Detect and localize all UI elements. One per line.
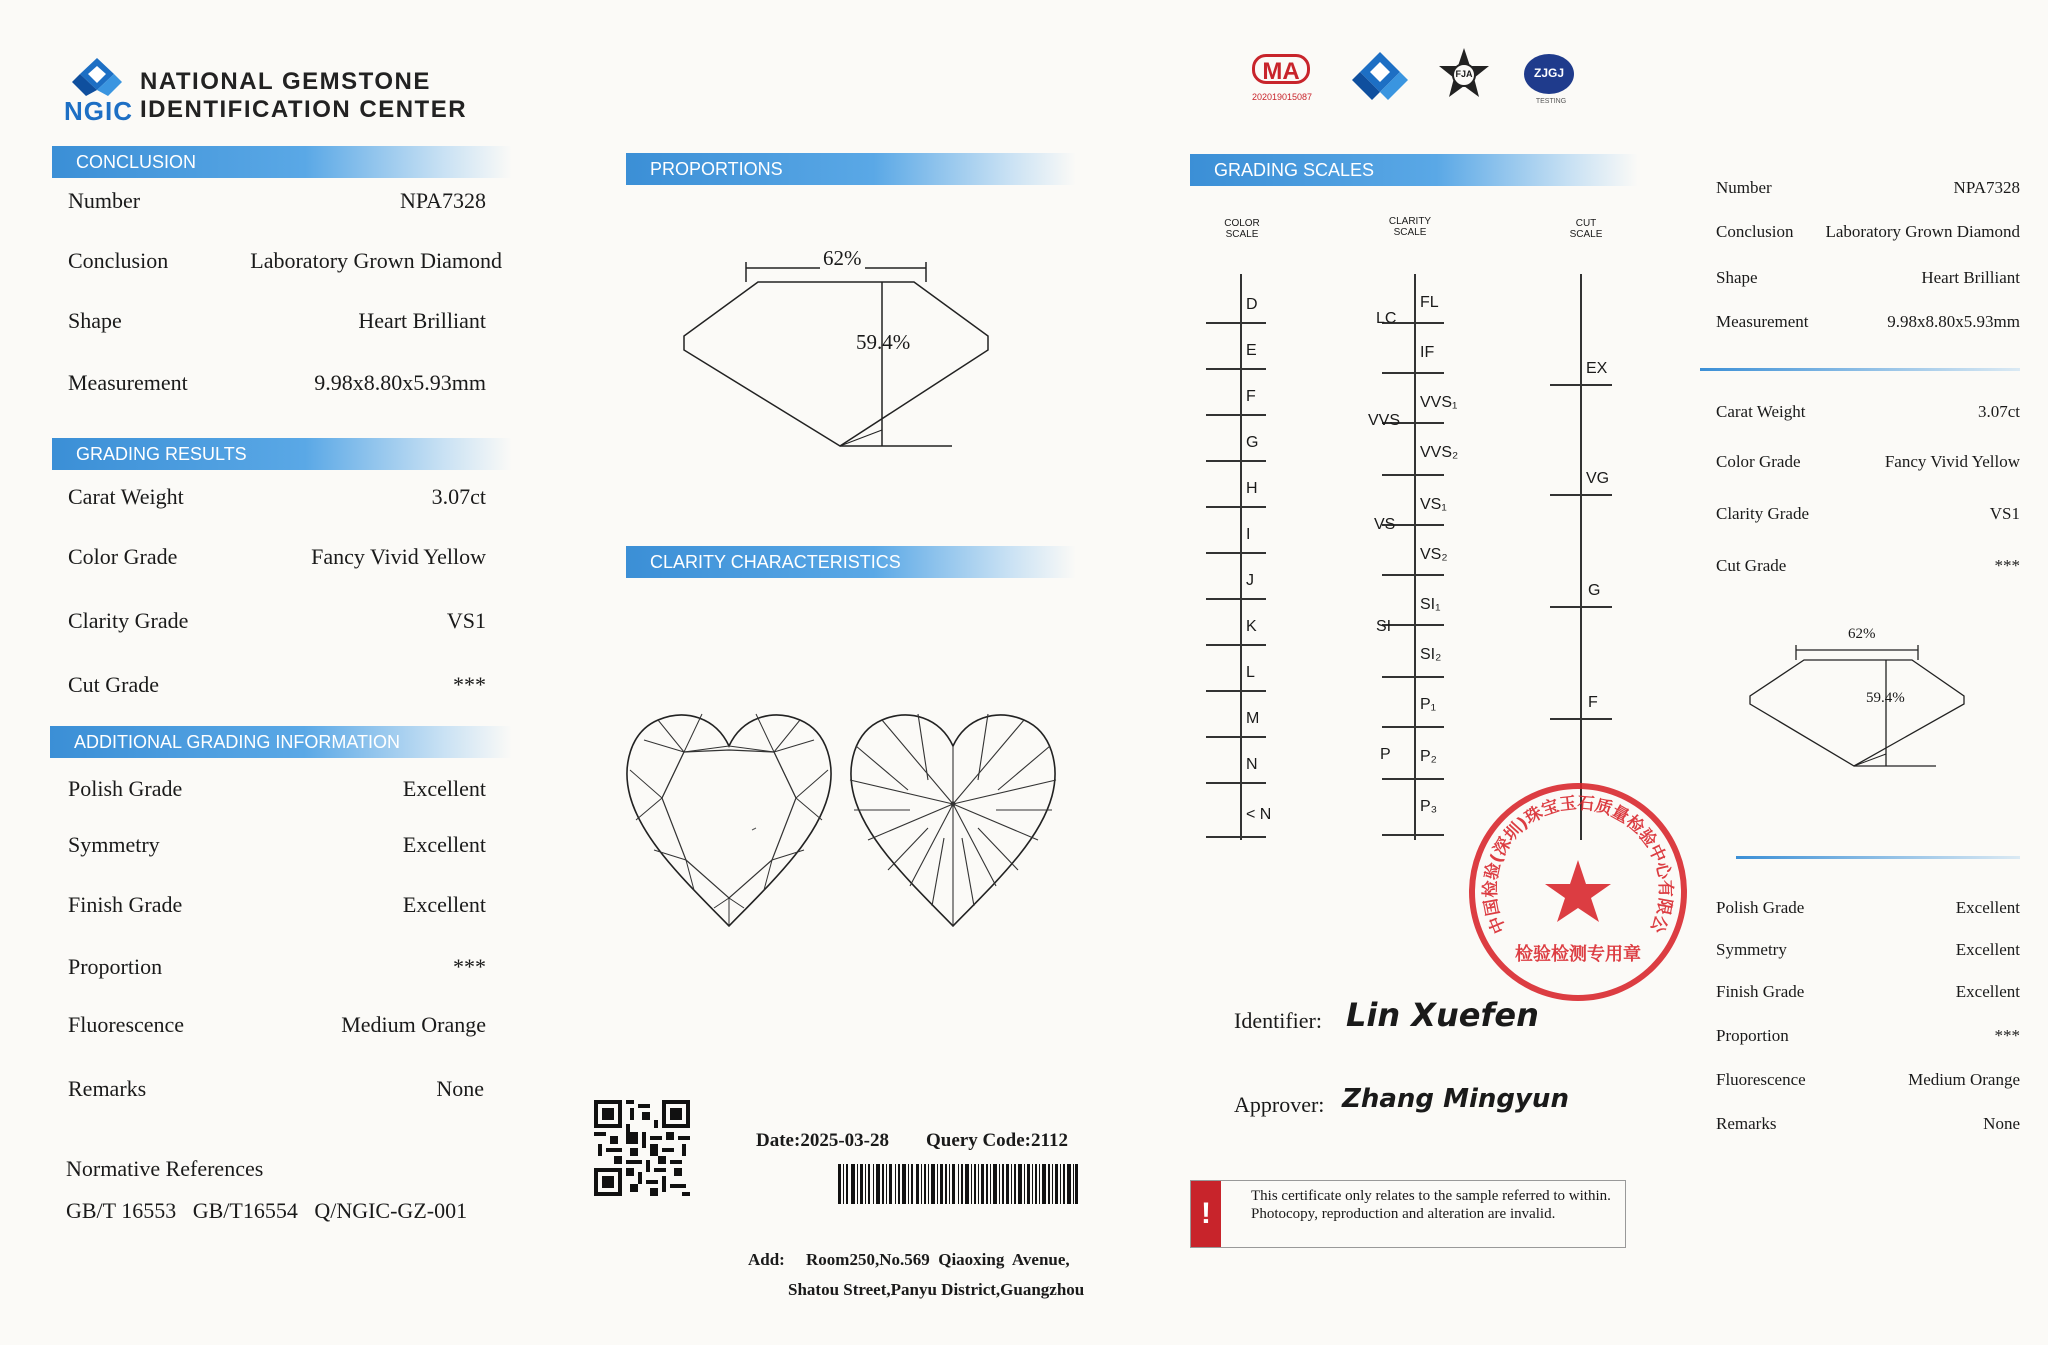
official-seal <box>1466 780 1690 1004</box>
additional-row-proportion <box>68 954 486 990</box>
row-label: Shape <box>1716 268 1758 287</box>
clarity-tick <box>1382 726 1444 728</box>
row-value: Medium Orange <box>1908 1070 2020 1089</box>
ngic-diamond-icon <box>1350 50 1410 106</box>
issue-date <box>756 1130 889 1152</box>
grading-row-cut <box>68 672 486 708</box>
clarity-tick <box>1382 624 1444 626</box>
cma-logo: MA <box>1252 54 1310 84</box>
cut-tick <box>1550 606 1612 608</box>
color-tick <box>1206 598 1266 600</box>
color-grade-label: M <box>1246 710 1260 727</box>
clarity-group-label: VS <box>1374 516 1396 533</box>
row-label: Symmetry <box>68 832 160 857</box>
row-value: 3.07ct <box>1977 402 2020 421</box>
row-label: Shape <box>68 308 122 333</box>
address-line1: Room250,No.569 Qiaoxing Avenue, <box>806 1250 1070 1269</box>
clarity-tick <box>1382 474 1444 476</box>
cut-grade-label: G <box>1588 582 1601 599</box>
color-tick <box>1206 460 1266 462</box>
color-grade-label: K <box>1246 618 1257 635</box>
proportions-header: PROPORTIONS <box>626 153 1076 185</box>
cut-scale-header <box>1556 218 1616 240</box>
color-grade-label: H <box>1246 480 1258 497</box>
cut-scale-header-1: CUT <box>1575 218 1597 229</box>
zjg-logo <box>1524 54 1574 94</box>
clarity-tick <box>1382 778 1444 780</box>
heart-crown-icon <box>624 710 834 928</box>
summary-row-proportion <box>1716 1026 2020 1054</box>
org-name <box>140 68 467 124</box>
row-value: *** <box>453 954 486 979</box>
additional-header: ADDITIONAL GRADING INFORMATION <box>50 726 512 758</box>
summary-row-polish <box>1716 898 2020 926</box>
row-value: None <box>436 1076 484 1101</box>
cma-mark <box>1246 52 1318 108</box>
row-label: Carat Weight <box>1716 402 1806 421</box>
row-value: Excellent <box>1955 940 2020 959</box>
row-label: Color Grade <box>68 544 178 569</box>
summary-table-percent: 62% <box>1848 626 1876 642</box>
row-value: 9.98x8.80x5.93mm <box>314 370 486 395</box>
color-grade-label: G <box>1246 434 1259 451</box>
color-grade-label: J <box>1246 572 1254 589</box>
identifier-signature: Lin Xuefen <box>1346 996 1539 1034</box>
clarity-grade-label: VVS₁ <box>1420 394 1458 411</box>
row-value: Excellent <box>402 776 486 801</box>
row-value: *** <box>1994 1026 2020 1045</box>
row-value: Heart Brilliant <box>1921 268 2020 287</box>
row-label: Fluorescence <box>1716 1070 1806 1089</box>
fja-text: FJA <box>1455 69 1473 79</box>
normative-title: Normative References <box>66 1156 264 1181</box>
summary-row-measurement <box>1716 312 2020 340</box>
row-label: Symmetry <box>1716 940 1787 959</box>
color-tick <box>1206 322 1266 324</box>
svg-text:中国检验(深圳)珠宝玉石质量检验中心有限公司广州分公司 <box>1466 780 1676 937</box>
clarity-grade-label: IF <box>1420 344 1435 361</box>
heart-pavilion-icon <box>848 710 1058 928</box>
cut-tick <box>1550 494 1612 496</box>
clarity-tick <box>1382 834 1444 836</box>
org-name-line2: IDENTIFICATION CENTER <box>140 96 468 123</box>
cut-tick <box>1550 718 1612 720</box>
row-value: Excellent <box>1955 982 2020 1001</box>
color-tick <box>1206 552 1266 554</box>
identifier-label: Identifier: <box>1234 1008 1322 1033</box>
color-grade-label: D <box>1246 296 1258 313</box>
row-label: Clarity Grade <box>1716 504 1809 523</box>
approver-signature: Zhang Mingyun <box>1342 1084 1569 1114</box>
summary-row-symmetry <box>1716 940 2020 968</box>
date-value: 2025-03-28 <box>800 1130 889 1151</box>
additional-row-fluorescence <box>68 1012 486 1048</box>
row-label: Carat Weight <box>68 484 184 509</box>
clarity-plot-pavilion <box>848 710 1058 928</box>
additional-row-polish <box>68 776 486 812</box>
testing-text: TESTING <box>1535 98 1567 105</box>
summary-row-color <box>1716 452 2020 480</box>
color-scale-header <box>1212 218 1272 240</box>
row-label: Remarks <box>68 1076 147 1101</box>
clarity-grade-label: FL <box>1420 294 1439 311</box>
summary-row-cut <box>1716 556 2020 584</box>
color-grade-label: I <box>1246 526 1251 543</box>
clarity-grade-label: VS₁ <box>1420 496 1447 513</box>
row-value: *** <box>1994 556 2020 575</box>
row-value: 3.07ct <box>431 484 486 509</box>
clarity-group-label: VVS <box>1368 412 1401 429</box>
proportion-diagram <box>676 240 996 460</box>
row-label: Proportion <box>68 954 163 979</box>
grading-row-carat <box>68 484 486 520</box>
conclusion-header: CONCLUSION <box>52 146 512 178</box>
conclusion-row-shape <box>68 308 486 344</box>
clarity-plot-crown <box>624 710 834 928</box>
cut-grade-label: EX <box>1586 360 1608 377</box>
clarity-tick <box>1382 372 1444 374</box>
row-value: None <box>1983 1114 2020 1133</box>
qr-code-icon <box>594 1100 690 1196</box>
cut-tick <box>1550 384 1612 386</box>
clarity-characteristics-header: CLARITY CHARACTERISTICS <box>626 546 1076 578</box>
row-label: Color Grade <box>1716 452 1801 471</box>
clarity-grade-label: VVS₂ <box>1420 444 1459 461</box>
row-label: Proportion <box>1716 1026 1789 1045</box>
fja-mark <box>1436 46 1492 102</box>
row-label: Conclusion <box>68 248 169 273</box>
additional-row-remarks <box>68 1076 484 1112</box>
row-label: Clarity Grade <box>68 608 189 633</box>
row-label: Polish Grade <box>68 776 183 801</box>
color-scale-axis <box>1240 274 1242 840</box>
seal-ring-text: 中国检验(深圳)珠宝玉石质量检验中心有限公 <box>1480 793 1676 937</box>
summary-row-carat <box>1716 402 2020 430</box>
color-grade-label: < N <box>1246 806 1272 823</box>
additional-row-finish <box>68 892 486 928</box>
row-value: VS1 <box>1989 504 2020 523</box>
grading-row-color <box>68 544 486 580</box>
row-value: VS1 <box>446 608 486 633</box>
summary-divider-2 <box>1736 856 2020 859</box>
address-line2: Shatou Street,Panyu District,Guangzhou <box>788 1280 1085 1299</box>
date-label: Date: <box>756 1130 801 1151</box>
row-label: Remarks <box>1716 1114 1777 1133</box>
normative-refs: GB/T 16553 GB/T16554 Q/NGIC-GZ-001 <box>66 1198 468 1223</box>
row-value: Laboratory Grown Diamond <box>250 248 502 273</box>
cma-number: 202019015087 <box>1251 92 1313 102</box>
approver-label: Approver: <box>1234 1092 1325 1117</box>
summary-proportion-icon <box>1742 640 1972 780</box>
row-label: Conclusion <box>1716 222 1794 241</box>
clarity-grade-label: VS₂ <box>1420 546 1448 563</box>
cut-scale-axis <box>1580 274 1582 840</box>
query-code <box>926 1130 1068 1152</box>
clarity-tick <box>1382 574 1444 576</box>
query-value: 2112 <box>1031 1130 1068 1151</box>
additional-row-symmetry <box>68 832 486 868</box>
clarity-group-label: SI <box>1376 618 1392 635</box>
row-value: Fancy Vivid Yellow <box>1884 452 2020 471</box>
disclaimer-text: This certificate only relates to the sample referred to within. Photocopy, reproduction and alteration are invalid. <box>1251 1188 1611 1222</box>
row-value: Excellent <box>1955 898 2020 917</box>
row-value: Fancy Vivid Yellow <box>311 544 486 569</box>
query-label: Query Code: <box>926 1130 1032 1151</box>
row-label: Finish Grade <box>68 892 183 917</box>
row-value: 9.98x8.80x5.93mm <box>1887 312 2020 331</box>
summary-row-remarks <box>1716 1114 2020 1142</box>
conclusion-row-number <box>68 188 486 224</box>
conclusion-row-measurement <box>68 370 486 406</box>
clarity-grade-label: P₁ <box>1420 696 1437 713</box>
conclusion-row-conclusion <box>68 248 502 284</box>
color-tick <box>1206 368 1266 370</box>
proportion-profile-icon <box>676 240 996 460</box>
color-tick <box>1206 506 1266 508</box>
row-label: Cut Grade <box>1716 556 1787 575</box>
row-label: Measurement <box>68 370 188 395</box>
qr-code[interactable] <box>594 1100 690 1196</box>
color-grade-label: E <box>1246 342 1257 359</box>
row-label: Number <box>1716 178 1772 197</box>
warning-icon: ! <box>1191 1181 1221 1247</box>
seal-stamp-icon <box>1466 780 1690 1004</box>
cut-scale-header-2: SCALE <box>1569 229 1603 240</box>
clarity-grade-label: P₂ <box>1420 748 1437 765</box>
barcode-icon <box>838 1164 1078 1204</box>
row-value: Excellent <box>402 832 486 857</box>
ngic-mark <box>1350 50 1410 106</box>
color-grade-label: L <box>1246 664 1255 681</box>
row-label: Polish Grade <box>1716 898 1805 917</box>
address-label: Add: <box>748 1250 785 1269</box>
cut-grade-label: VG <box>1586 470 1610 487</box>
summary-row-clarity <box>1716 504 2020 532</box>
summary-depth-percent: 59.4% <box>1866 690 1905 706</box>
clarity-scale-header-2: SCALE <box>1393 227 1427 238</box>
disclaimer-box <box>1190 1180 1626 1248</box>
clarity-grade-label: SI₁ <box>1420 596 1441 613</box>
clarity-group-label: P <box>1380 746 1391 763</box>
summary-row-fluorescence <box>1716 1070 2020 1098</box>
clarity-grade-label: SI₂ <box>1420 646 1442 663</box>
row-label: Cut Grade <box>68 672 160 697</box>
clarity-scale-axis <box>1414 274 1416 840</box>
depth-percent: 59.4% <box>856 330 911 354</box>
clarity-scale-header-1: CLARITY <box>1388 216 1432 227</box>
summary-proportion-diagram <box>1742 640 1972 780</box>
color-tick <box>1206 690 1266 692</box>
grading-row-clarity <box>68 608 486 644</box>
barcode[interactable] <box>838 1164 1078 1204</box>
cut-grade-label: F <box>1588 694 1598 711</box>
color-grade-label: N <box>1246 756 1258 773</box>
summary-divider <box>1700 368 2020 371</box>
row-label: Measurement <box>1716 312 1809 331</box>
row-label: Finish Grade <box>1716 982 1805 1001</box>
color-tick <box>1206 736 1266 738</box>
grading-scales-header: GRADING SCALES <box>1190 154 1638 186</box>
zjg-text: ZJGJ <box>1533 66 1564 80</box>
clarity-scale-header <box>1380 216 1440 238</box>
row-value: Heart Brilliant <box>358 308 486 333</box>
color-tick <box>1206 782 1266 784</box>
zjg-mark <box>1520 52 1582 110</box>
row-value: Excellent <box>402 892 486 917</box>
color-tick <box>1206 836 1266 838</box>
table-percent: 62% <box>820 246 865 271</box>
row-value: Laboratory Grown Diamond <box>1825 222 2020 241</box>
color-grade-label: F <box>1246 388 1256 405</box>
summary-row-shape <box>1716 268 2020 296</box>
summary-row-conclusion <box>1716 222 2020 250</box>
grading-results-header: GRADING RESULTS <box>52 438 512 470</box>
color-tick <box>1206 414 1266 416</box>
summary-row-finish <box>1716 982 2020 1010</box>
clarity-group-label: LC <box>1376 310 1397 327</box>
row-value: NPA7328 <box>1953 178 2020 197</box>
row-label: Fluorescence <box>68 1012 185 1037</box>
row-value: *** <box>453 672 486 697</box>
org-name-line1: NATIONAL GEMSTONE <box>140 68 431 95</box>
row-value: Medium Orange <box>341 1012 486 1037</box>
seal-bottom-text: 检验检测专用章 <box>1515 944 1641 965</box>
clarity-grade-label: P₃ <box>1420 798 1438 815</box>
color-scale-header-1: COLOR <box>1224 218 1260 229</box>
logo-abbr: NGIC <box>64 96 133 126</box>
row-label: Number <box>68 188 141 213</box>
row-value: NPA7328 <box>400 188 486 213</box>
color-tick <box>1206 644 1266 646</box>
summary-row-number <box>1716 178 2020 206</box>
clarity-tick <box>1382 676 1444 678</box>
color-scale-header-2: SCALE <box>1225 229 1259 240</box>
